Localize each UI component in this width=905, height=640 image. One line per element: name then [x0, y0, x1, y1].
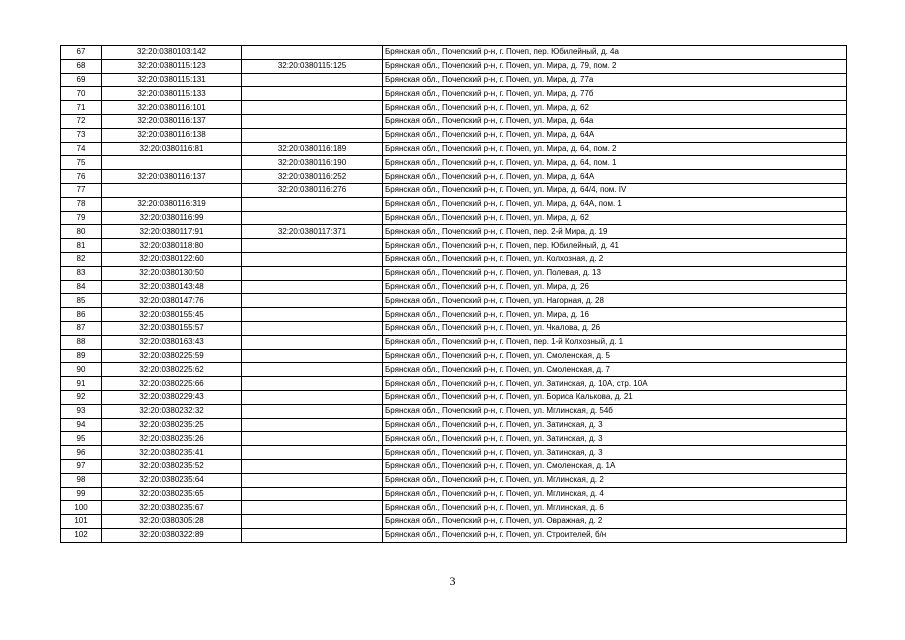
row-number-cell: 80 [61, 225, 102, 239]
cadastral-number-cell: 32:20:0380115:133 [102, 87, 242, 101]
object-number-cell [242, 321, 383, 335]
address-cell: Брянская обл., Почепский р-н, г. Почеп, ул. Мира, д. 64, пом. 1 [383, 156, 847, 170]
cadastral-number-cell: 32:20:0380235:41 [102, 446, 242, 460]
table-row [61, 266, 847, 280]
table-row [61, 170, 847, 184]
row-number-cell: 88 [61, 335, 102, 349]
cadastral-number-cell: 32:20:0380235:52 [102, 459, 242, 473]
cadastral-number-cell: 32:20:0380122:60 [102, 252, 242, 266]
cadastral-number-cell: 32:20:0380116:99 [102, 211, 242, 225]
object-number-cell: 32:20:0380116:252 [242, 170, 383, 184]
row-number-cell: 71 [61, 101, 102, 115]
row-number-cell: 99 [61, 487, 102, 501]
object-number-cell: 32:20:0380116:190 [242, 156, 383, 170]
address-cell: Брянская обл., Почепский р-н, г. Почеп, ул. Мира, д. 62 [383, 101, 847, 115]
address-cell: Брянская обл., Почепский р-н, г. Почеп, ул. Мира, д. 16 [383, 308, 847, 322]
table-row [61, 294, 847, 308]
row-number-cell: 96 [61, 446, 102, 460]
cadastral-number-cell [102, 156, 242, 170]
address-cell: Брянская обл., Почепский р-н, г. Почеп, ул. Мира, д. 26 [383, 280, 847, 294]
cadastral-number-cell: 32:20:0380147:76 [102, 294, 242, 308]
cadastral-number-cell: 32:20:0380130:50 [102, 266, 242, 280]
cadastral-number-cell: 32:20:0380155:57 [102, 321, 242, 335]
table-row [61, 487, 847, 501]
table-row [61, 335, 847, 349]
object-number-cell [242, 515, 383, 529]
row-number-cell: 98 [61, 473, 102, 487]
cadastral-number-cell: 32:20:0380116:137 [102, 170, 242, 184]
table-row [61, 432, 847, 446]
address-cell: Брянская обл., Почепский р-н, г. Почеп, ул. Мира, д. 64А, пом. 1 [383, 197, 847, 211]
table-row [61, 528, 847, 542]
address-cell: Брянская обл., Почепский р-н, г. Почеп, ул. Затинская, д. 10А, стр. 10А [383, 377, 847, 391]
row-number-cell: 93 [61, 404, 102, 418]
table-row [61, 404, 847, 418]
cadastral-number-cell: 32:20:0380116:101 [102, 101, 242, 115]
address-cell: Брянская обл., Почепский р-н, г. Почеп, ул. Мира, д. 64, пом. 2 [383, 142, 847, 156]
row-number-cell: 102 [61, 528, 102, 542]
object-number-cell [242, 432, 383, 446]
row-number-cell: 76 [61, 170, 102, 184]
object-number-cell [242, 294, 383, 308]
address-cell: Брянская обл., Почепский р-н, г. Почеп, пер. Юбилейный, д. 41 [383, 239, 847, 253]
table-row [61, 156, 847, 170]
cadastral-number-cell: 32:20:0380116:137 [102, 114, 242, 128]
table-row [61, 225, 847, 239]
row-number-cell: 77 [61, 183, 102, 197]
object-number-cell [242, 459, 383, 473]
row-number-cell: 74 [61, 142, 102, 156]
address-cell: Брянская обл., Почепский р-н, г. Почеп, пер. 1-й Колхозный, д. 1 [383, 335, 847, 349]
object-number-cell [242, 46, 383, 60]
object-number-cell [242, 487, 383, 501]
address-cell: Брянская обл., Почепский р-н, г. Почеп, ул. Затинская, д. 3 [383, 432, 847, 446]
cadastral-number-cell: 32:20:0380322:89 [102, 528, 242, 542]
cadastral-number-cell: 32:20:0380235:67 [102, 501, 242, 515]
cadastral-number-cell: 32:20:0380118:80 [102, 239, 242, 253]
row-number-cell: 69 [61, 73, 102, 87]
cadastral-number-cell: 32:20:0380155:45 [102, 308, 242, 322]
object-number-cell [242, 335, 383, 349]
table-row [61, 197, 847, 211]
table-row [61, 142, 847, 156]
object-number-cell [242, 87, 383, 101]
object-number-cell [242, 128, 383, 142]
row-number-cell: 83 [61, 266, 102, 280]
address-cell: Брянская обл., Почепский р-н, г. Почеп, ул. Мира, д. 64А [383, 170, 847, 184]
table-row [61, 390, 847, 404]
address-cell: Брянская обл., Почепский р-н, г. Почеп, ул. Мира, д. 79, пом. 2 [383, 59, 847, 73]
table-row [61, 349, 847, 363]
object-number-cell [242, 349, 383, 363]
table-row [61, 515, 847, 529]
table-row [61, 321, 847, 335]
address-cell: Брянская обл., Почепский р-н, г. Почеп, ул. Мира, д. 64а [383, 114, 847, 128]
cadastral-number-cell: 32:20:0380225:62 [102, 363, 242, 377]
row-number-cell: 97 [61, 459, 102, 473]
address-cell: Брянская обл., Почепский р-н, г. Почеп, пер. Юбилейный, д. 4а [383, 46, 847, 60]
row-number-cell: 87 [61, 321, 102, 335]
cadastral-number-cell: 32:20:0380225:59 [102, 349, 242, 363]
row-number-cell: 79 [61, 211, 102, 225]
address-cell: Брянская обл., Почепский р-н, г. Почеп, ул. Мглинская, д. 2 [383, 473, 847, 487]
table-row [61, 73, 847, 87]
row-number-cell: 81 [61, 239, 102, 253]
table-row [61, 473, 847, 487]
table-row [61, 459, 847, 473]
row-number-cell: 78 [61, 197, 102, 211]
cadastral-number-cell: 32:20:0380116:138 [102, 128, 242, 142]
table-row [61, 128, 847, 142]
object-number-cell [242, 211, 383, 225]
object-number-cell [242, 197, 383, 211]
row-number-cell: 95 [61, 432, 102, 446]
object-number-cell [242, 73, 383, 87]
object-number-cell: 32:20:0380115:125 [242, 59, 383, 73]
cadastral-number-cell: 32:20:0380235:26 [102, 432, 242, 446]
cadastral-number-cell: 32:20:0380116:319 [102, 197, 242, 211]
table-row [61, 114, 847, 128]
row-number-cell: 85 [61, 294, 102, 308]
address-cell: Брянская обл., Почепский р-н, г. Почеп, ул. Затинская, д. 3 [383, 418, 847, 432]
address-cell: Брянская обл., Почепский р-н, г. Почеп, ул. Смоленская, д. 5 [383, 349, 847, 363]
object-number-cell [242, 390, 383, 404]
object-number-cell [242, 114, 383, 128]
row-number-cell: 100 [61, 501, 102, 515]
cadastral-number-cell: 32:20:0380232:32 [102, 404, 242, 418]
address-cell: Брянская обл., Почепский р-н, г. Почеп, ул. Строителей, б/н [383, 528, 847, 542]
object-number-cell [242, 363, 383, 377]
row-number-cell: 84 [61, 280, 102, 294]
object-number-cell: 32:20:0380116:276 [242, 183, 383, 197]
registry-table-body [61, 46, 847, 543]
object-number-cell [242, 252, 383, 266]
address-cell: Брянская обл., Почепский р-н, г. Почеп, ул. Колхозная, д. 2 [383, 252, 847, 266]
address-cell: Брянская обл., Почепский р-н, г. Почеп, ул. Бориса Калькова, д. 21 [383, 390, 847, 404]
object-number-cell [242, 308, 383, 322]
table-row [61, 211, 847, 225]
object-number-cell [242, 418, 383, 432]
cadastral-number-cell: 32:20:0380229:43 [102, 390, 242, 404]
address-cell: Брянская обл., Почепский р-н, г. Почеп, ул. Смоленская, д. 1А [383, 459, 847, 473]
table-row [61, 46, 847, 60]
row-number-cell: 73 [61, 128, 102, 142]
page-number: 3 [449, 574, 456, 588]
object-number-cell: 32:20:0380116:189 [242, 142, 383, 156]
table-row [61, 183, 847, 197]
cadastral-number-cell: 32:20:0380225:66 [102, 377, 242, 391]
address-cell: Брянская обл., Почепский р-н, г. Почеп, ул. Овражная, д. 2 [383, 515, 847, 529]
cadastral-number-cell: 32:20:0380116:81 [102, 142, 242, 156]
cadastral-number-cell: 32:20:0380115:123 [102, 59, 242, 73]
address-cell: Брянская обл., Почепский р-н, г. Почеп, ул. Мира, д. 77б [383, 87, 847, 101]
row-number-cell: 91 [61, 377, 102, 391]
address-cell: Брянская обл., Почепский р-н, г. Почеп, ул. Мглинская, д. 4 [383, 487, 847, 501]
address-cell: Брянская обл., Почепский р-н, г. Почеп, ул. Мглинская, д. 54б [383, 404, 847, 418]
cadastral-number-cell: 32:20:0380163:43 [102, 335, 242, 349]
address-cell: Брянская обл., Почепский р-н, г. Почеп, ул. Мира, д. 64А [383, 128, 847, 142]
cadastral-number-cell: 32:20:0380235:65 [102, 487, 242, 501]
row-number-cell: 101 [61, 515, 102, 529]
table-row [61, 101, 847, 115]
row-number-cell: 75 [61, 156, 102, 170]
cadastral-number-cell [102, 183, 242, 197]
cadastral-number-cell: 32:20:0380143:48 [102, 280, 242, 294]
table-row [61, 280, 847, 294]
table-row [61, 252, 847, 266]
cadastral-number-cell: 32:20:0380305:28 [102, 515, 242, 529]
object-number-cell [242, 280, 383, 294]
table-row [61, 501, 847, 515]
cadastral-number-cell: 32:20:0380103:142 [102, 46, 242, 60]
address-cell: Брянская обл., Почепский р-н, г. Почеп, пер. 2-й Мира, д. 19 [383, 225, 847, 239]
table-row [61, 418, 847, 432]
table-row [61, 377, 847, 391]
row-number-cell: 70 [61, 87, 102, 101]
object-number-cell [242, 501, 383, 515]
table-row [61, 446, 847, 460]
address-cell: Брянская обл., Почепский р-н, г. Почеп, ул. Мира, д. 62 [383, 211, 847, 225]
address-cell: Брянская обл., Почепский р-н, г. Почеп, ул. Полевая, д. 13 [383, 266, 847, 280]
object-number-cell [242, 101, 383, 115]
row-number-cell: 68 [61, 59, 102, 73]
table-row [61, 239, 847, 253]
object-number-cell [242, 528, 383, 542]
address-cell: Брянская обл., Почепский р-н, г. Почеп, ул. Нагорная, д. 28 [383, 294, 847, 308]
table-row [61, 59, 847, 73]
cadastral-number-cell: 32:20:0380235:25 [102, 418, 242, 432]
row-number-cell: 72 [61, 114, 102, 128]
cadastral-number-cell: 32:20:0380115:131 [102, 73, 242, 87]
object-number-cell [242, 239, 383, 253]
cadastral-registry-table [60, 45, 847, 543]
address-cell: Брянская обл., Почепский р-н, г. Почеп, ул. Чкалова, д. 26 [383, 321, 847, 335]
cadastral-number-cell: 32:20:0380235:64 [102, 473, 242, 487]
object-number-cell [242, 473, 383, 487]
object-number-cell [242, 377, 383, 391]
row-number-cell: 67 [61, 46, 102, 60]
address-cell: Брянская обл., Почепский р-н, г. Почеп, ул. Затинская, д. 3 [383, 446, 847, 460]
row-number-cell: 94 [61, 418, 102, 432]
row-number-cell: 92 [61, 390, 102, 404]
address-cell: Брянская обл., Почепский р-н, г. Почеп, ул. Мглинская, д. 6 [383, 501, 847, 515]
row-number-cell: 82 [61, 252, 102, 266]
object-number-cell [242, 404, 383, 418]
object-number-cell [242, 446, 383, 460]
cadastral-number-cell: 32:20:0380117:91 [102, 225, 242, 239]
address-cell: Брянская обл., Почепский р-н, г. Почеп, ул. Мира, д. 77а [383, 73, 847, 87]
address-cell: Брянская обл., Почепский р-н, г. Почеп, ул. Смоленская, д. 7 [383, 363, 847, 377]
table-row [61, 308, 847, 322]
object-number-cell: 32:20:0380117:371 [242, 225, 383, 239]
row-number-cell: 90 [61, 363, 102, 377]
address-cell: Брянская обл., Почепский р-н, г. Почеп, ул. Мира, д. 64/4, пом. IV [383, 183, 847, 197]
row-number-cell: 86 [61, 308, 102, 322]
row-number-cell: 89 [61, 349, 102, 363]
table-row [61, 87, 847, 101]
table-row [61, 363, 847, 377]
object-number-cell [242, 266, 383, 280]
